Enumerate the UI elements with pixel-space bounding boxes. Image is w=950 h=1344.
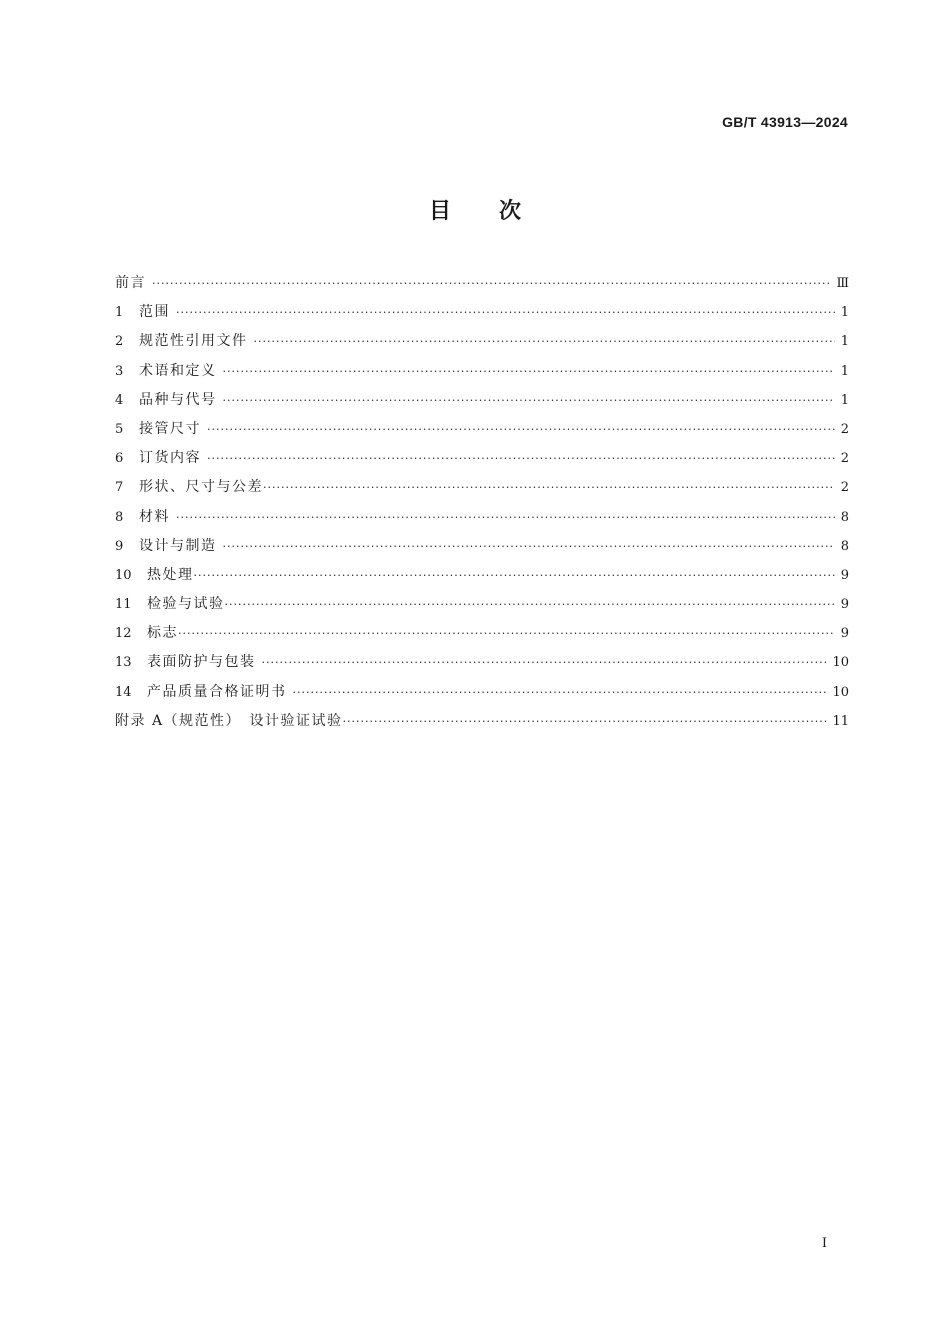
toc-dot-leader (223, 386, 835, 415)
toc-entry-page: 11 (832, 713, 849, 729)
toc-dot-leader (262, 648, 827, 677)
toc-dot-leader (254, 327, 835, 356)
toc-entry[interactable] (115, 561, 849, 590)
toc-entry-number: 3 (115, 363, 124, 379)
toc-entry-label: 规范性引用文件 (139, 333, 248, 350)
toc-entry[interactable] (115, 444, 849, 473)
toc-entry-number: 2 (115, 334, 124, 350)
toc-entry[interactable] (115, 269, 849, 298)
toc-dot-leader (207, 415, 835, 444)
toc-entry-label: 形状、尺寸与公差 (139, 479, 263, 496)
toc-entry-label: 产品质量合格证明书 (147, 683, 287, 700)
toc-entry-page: 1 (840, 392, 849, 408)
toc-entry-number: 10 (115, 567, 132, 583)
toc-entry-page: 8 (840, 538, 849, 554)
toc-entry-label: 表面防护与包装 (147, 654, 256, 671)
toc-entry-number: 12 (115, 626, 132, 642)
toc-dot-leader (152, 269, 830, 298)
toc-entry-label: 材料 (139, 508, 170, 525)
toc-entry-page: 1 (840, 363, 849, 379)
toc-entry-label: 附录 A（规范性） 设计验证试验 (115, 712, 343, 729)
toc-entry-page: 1 (840, 305, 849, 321)
toc-entry-page: 10 (832, 655, 849, 671)
toc-entry-number: 4 (115, 392, 124, 408)
toc-entry-page: 10 (832, 684, 849, 700)
toc-entry-number: 13 (115, 655, 132, 671)
toc-dot-leader (223, 357, 835, 386)
toc-entry-label: 术语和定义 (139, 362, 217, 379)
toc-entry-number: 11 (115, 597, 132, 613)
toc-entry-page: 2 (840, 480, 849, 496)
toc-entry[interactable] (115, 532, 849, 561)
toc-entry-number: 14 (115, 684, 132, 700)
footer-page-number: Ⅰ (821, 1236, 827, 1251)
toc-entry-label: 品种与代号 (139, 391, 217, 408)
toc-entry[interactable] (115, 386, 849, 415)
toc-entry-page: 8 (840, 509, 849, 525)
toc-entry-number: 9 (115, 538, 124, 554)
toc-entry-number: 1 (115, 305, 124, 321)
page-title: 目次 (428, 199, 569, 224)
toc-entry[interactable] (115, 678, 849, 707)
toc-entry[interactable] (115, 619, 849, 648)
toc-entry[interactable] (115, 648, 849, 677)
toc-dot-leader (194, 561, 835, 590)
toc-entry[interactable] (115, 298, 849, 327)
toc-dot-leader (178, 619, 835, 648)
toc-dot-leader (225, 590, 835, 619)
toc-entry-page: 9 (840, 626, 849, 642)
toc-entry[interactable] (115, 707, 849, 736)
toc-entry-label: 订货内容 (139, 450, 201, 467)
toc-entry-label: 接管尺寸 (139, 420, 201, 437)
toc-dot-leader (223, 532, 835, 561)
toc-entry-label: 检验与试验 (147, 596, 225, 613)
toc-entry-label: 热处理 (147, 566, 194, 583)
toc-entry[interactable] (115, 327, 849, 356)
toc-entry-number: 7 (115, 480, 124, 496)
toc-entry-page: 2 (840, 421, 849, 437)
toc-dot-leader (293, 678, 827, 707)
table-of-contents (115, 269, 849, 736)
toc-entry-page: 1 (840, 334, 849, 350)
toc-entry[interactable] (115, 590, 849, 619)
toc-entry-number: 6 (115, 451, 124, 467)
toc-entry[interactable] (115, 357, 849, 386)
toc-dot-leader (263, 473, 835, 502)
toc-entry-page: 9 (840, 567, 849, 583)
toc-dot-leader (176, 503, 835, 532)
toc-dot-leader (176, 298, 835, 327)
toc-entry-page: 2 (840, 451, 849, 467)
toc-dot-leader (207, 444, 835, 473)
toc-entry-label: 范围 (139, 304, 170, 321)
toc-entry[interactable] (115, 473, 849, 502)
toc-entry-page: 9 (840, 597, 849, 613)
toc-entry-page: Ⅲ (836, 276, 849, 291)
toc-entry[interactable] (115, 415, 849, 444)
toc-dot-leader (343, 707, 827, 736)
standard-number: GB/T 43913—2024 (722, 114, 848, 130)
toc-entry-number: 5 (115, 421, 124, 437)
toc-entry-label: 标志 (147, 625, 178, 642)
toc-entry-label: 设计与制造 (139, 537, 217, 554)
toc-entry[interactable] (115, 503, 849, 532)
toc-entry-label: 前言 (115, 275, 146, 291)
toc-entry-number: 8 (115, 509, 124, 525)
